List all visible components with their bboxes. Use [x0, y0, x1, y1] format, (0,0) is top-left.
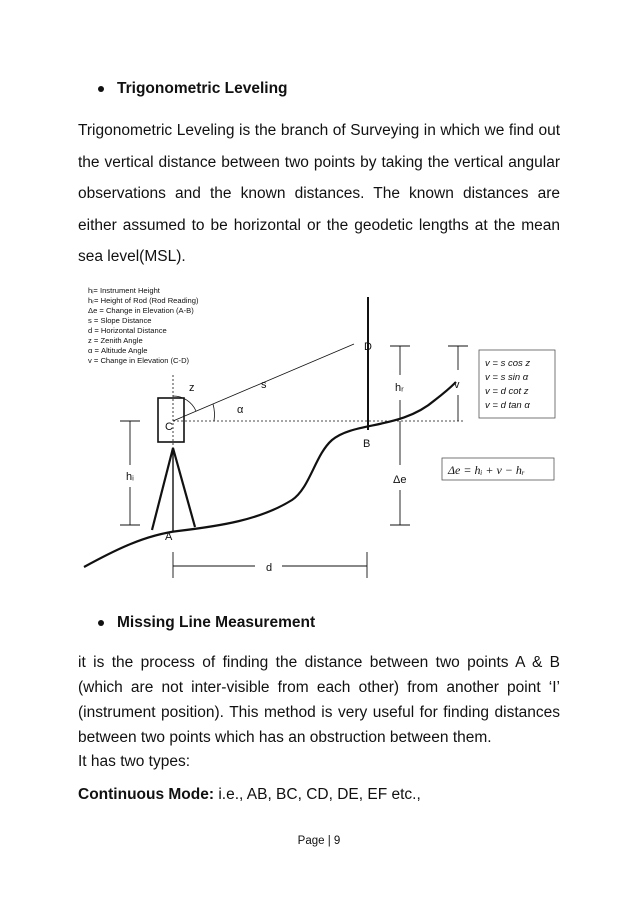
main-equation: Δe = hᵢ + v − hᵣ — [448, 463, 525, 477]
trig-leveling-figure — [70, 280, 570, 590]
instrument-box — [158, 398, 184, 442]
legend-item: s = Slope Distance — [88, 316, 152, 325]
label-A: A — [165, 531, 173, 543]
legend-item: α = Altitude Angle — [88, 346, 148, 355]
equation: v = d tan α — [485, 400, 530, 411]
label-B: B — [363, 438, 371, 450]
label-hr: hᵣ — [395, 382, 404, 394]
legend-item: z = Zenith Angle — [88, 336, 143, 345]
legend-item: v = Change in Elevation (C-D) — [88, 356, 190, 365]
label-alpha: α — [237, 404, 244, 416]
trig-paragraph: Trigonometric Leveling is the branch of Surveying in which we find out the vertical distance between two points by taking the vertical angular observations and the known distances. The known distances are either assumed to be horizontal or the geodetic lengths at the mean sea level(MSL). — [78, 122, 560, 265]
continuous-mode-line — [78, 786, 421, 804]
figure-legend — [88, 286, 199, 365]
bullet-icon — [98, 86, 104, 92]
label-d: d — [266, 562, 273, 574]
label-C: C — [165, 421, 173, 433]
label-D: D — [364, 341, 372, 353]
continuous-mode-text: i.e., AB, BC, CD, DE, EF etc., — [214, 786, 421, 803]
section-heading-trigonometric — [98, 80, 288, 98]
continuous-mode-label: Continuous Mode: — [78, 786, 215, 803]
section-heading-missing-line — [98, 614, 315, 632]
legend-item: Δe = Change in Elevation (A-B) — [88, 306, 194, 315]
equation: v = s cos z — [485, 358, 531, 369]
page-number: Page | 9 — [297, 835, 341, 847]
types-intro: It has two types: — [78, 753, 190, 770]
label-s: s — [261, 379, 267, 391]
label-delta-e: Δe — [393, 474, 407, 486]
label-v: v — [454, 379, 460, 391]
equation: v = d cot z — [485, 386, 529, 397]
equation: v = s sin α — [485, 372, 529, 383]
tripod-leg — [173, 448, 195, 527]
legend-item: d = Horizontal Distance — [88, 326, 167, 335]
heading-text: Trigonometric Leveling — [117, 80, 288, 97]
legend-item: hᵣ= Height of Rod (Rod Reading) — [88, 296, 199, 305]
altitude-arc — [213, 404, 214, 421]
label-z: z — [189, 382, 195, 394]
bullet-icon — [98, 620, 104, 626]
tripod-leg — [152, 448, 173, 530]
label-hi: hᵢ — [126, 471, 134, 483]
legend-item: hᵢ= Instrument Height — [88, 286, 160, 295]
heading-text: Missing Line Measurement — [117, 614, 316, 631]
missing-line-paragraph: it is the process of finding the distance between two points A & B (which are not inter-visible from each other) from another point ‘I’ (instrument position). This method is very useful for finding distances between two points which has an obstruction between them. — [78, 654, 560, 746]
